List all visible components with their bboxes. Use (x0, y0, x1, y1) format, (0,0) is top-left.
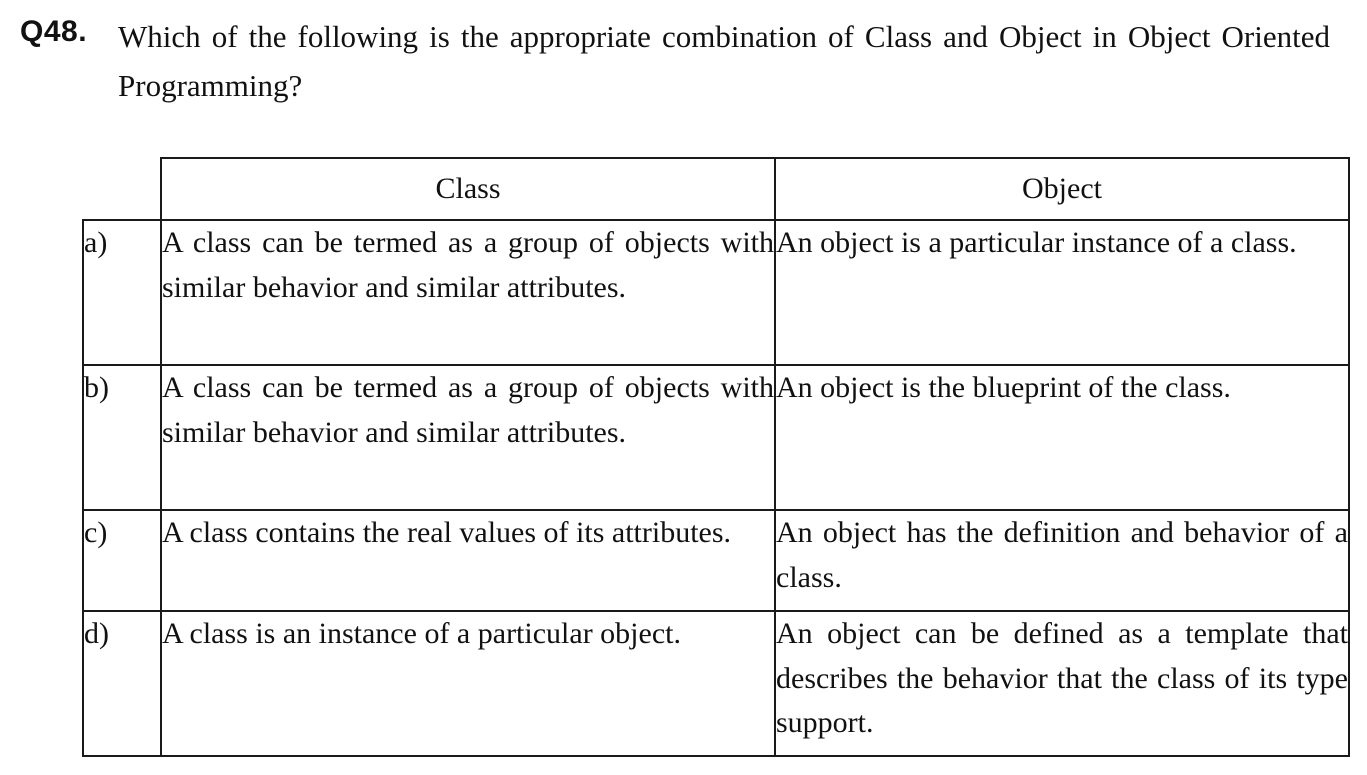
header-row (83, 158, 1349, 220)
header-corner (83, 158, 161, 220)
option-object-text: An object has the definition and behavior of a class. (775, 510, 1349, 611)
option-row-a (83, 220, 1349, 365)
option-label: c) (83, 510, 161, 611)
option-label: a) (83, 220, 161, 365)
question-text: Which of the following is the appropriate combination of Class and Object in Object Oriented Programming? (118, 19, 1330, 103)
options-table (82, 157, 1350, 757)
header-object: Object (775, 158, 1349, 220)
option-object-text: An object is the blueprint of the class. (775, 365, 1349, 510)
header-class: Class (161, 158, 775, 220)
option-class-text: A class is an instance of a particular object. (161, 611, 775, 756)
option-object-text: An object is a particular instance of a class. (775, 220, 1349, 365)
option-row-c (83, 510, 1349, 611)
option-row-d (83, 611, 1349, 756)
question-number: Q48. (20, 15, 88, 48)
option-class-text: A class can be termed as a group of objects with similar behavior and similar attributes. (161, 365, 775, 510)
question (20, 12, 1330, 110)
option-class-text: A class contains the real values of its attributes. (161, 510, 775, 611)
option-row-b (83, 365, 1349, 510)
option-class-text: A class can be termed as a group of objects with similar behavior and similar attributes. (161, 220, 775, 365)
option-label: b) (83, 365, 161, 510)
option-label: d) (83, 611, 161, 756)
option-object-text: An object can be defined as a template that describes the behavior that the class of its type support. (775, 611, 1349, 756)
